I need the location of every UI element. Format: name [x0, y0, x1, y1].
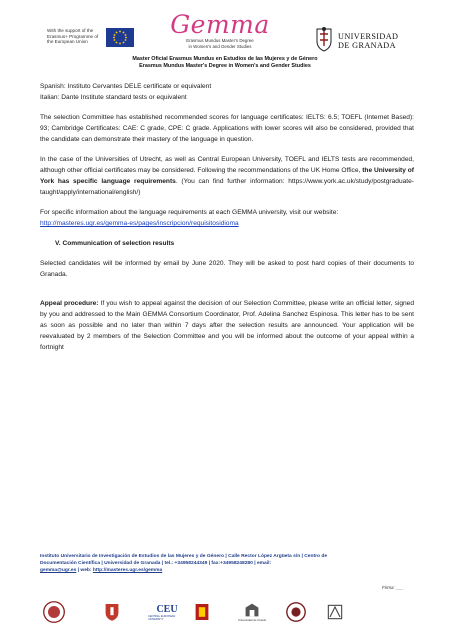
partner-logos [0, 598, 450, 628]
page-header [0, 8, 450, 58]
italian-requirement: Italian: Dante Institute standard tests or equivalent [40, 94, 187, 101]
footer-web-link[interactable]: http://masteres.ugr.es/gemma [92, 568, 163, 573]
eu-support-text: With the support of the Erasmus+ Programme of the European Union [47, 28, 99, 45]
footer-email-link[interactable]: gemma@ugr.es [40, 568, 77, 573]
document-title [0, 56, 450, 69]
gemma-subtitle-1: Erasmus Mundus Master's Degree [186, 38, 254, 43]
gemma-subtitle-2: in Women's and Gender Studies [188, 44, 252, 50]
appeal-procedure-label: Appeal procedure: [40, 300, 99, 307]
university-granada-logo [314, 26, 424, 52]
paragraph-text: . (You can find further information: https://www.york.ac.uk/study/postgraduate-taught/apply/international/english/) [40, 178, 414, 196]
university-name-line1: UNIVERSIDAD [338, 32, 399, 41]
paragraph-text: In the case of the Universities of Utrecht, as well as Central European University, TOEFL and IELTS tests are recommended, although other official certificates may be considered. Following the recommendations of the UK Home Office, [40, 156, 414, 174]
partner-seal-icon [40, 598, 68, 626]
language-requirements-link[interactable]: http://masteres.ugr.es/gemma-es/pages/inscripcion/requisitosidioma [40, 220, 239, 227]
footer-contact [40, 553, 418, 574]
oviedo-label: Universidad de Oviedo [237, 618, 267, 622]
york-requirements-bold: the University of York has specific language requirements [40, 167, 414, 185]
recommended-scores-paragraph: The selection Committee has established recommended scores for language certificates: IELTS: 6.5; TOEFL (Internet Based): 93; Cambridge Certificates: CAE: C grade, CPE: C grade. Applications with lower scores will also be considered, provided that the candidate can demonstrate their mastery of the language in question. [40, 114, 414, 143]
footer-web-label: | web: [76, 568, 93, 573]
oviedo-logo [230, 598, 274, 626]
spanish-requirement: Spanish: Instituto Cervantes DELE certificate or equivalent [40, 83, 212, 90]
gemma-logo [160, 12, 280, 49]
partner-badge-icon [189, 598, 215, 626]
section-heading: V. Communication of selection results [55, 240, 175, 247]
granada-crest-icon [314, 26, 334, 52]
footer-address-line2: Documentación Científica | Universidad de Granada | tel.: +34958244349 | fax:+34958248280 | email: [40, 561, 272, 566]
bologna-seal-icon [283, 598, 309, 626]
document-body [40, 81, 414, 353]
ceu-subtitle: CENTRAL EUROPEAN UNIVERSITY [148, 614, 176, 621]
university-name-line2: DE GRANADA [338, 41, 396, 50]
signature: Firma: ___ [382, 585, 404, 590]
selection-results-paragraph: Selected candidates will be informed by email by June 2020. They will be asked to post hard copies of their documents to Granada. [40, 260, 414, 278]
lodz-logo [320, 598, 350, 626]
paragraph-text: For specific information about the language requirements at each GEMMA university, visit our website: [40, 209, 339, 216]
ceu-logo [148, 598, 186, 626]
paragraph-text: If you wish to appeal against the decision of our Selection Committee, please write an official letter, signed by you and addressed to the Main GEMMA Consortium Coordinator, Prof. Adelina Sanchez Espinosa. This letter has to be sent as soon as possible and no later than within 7 days after the selection results are announced. Your application will be reevaluated by 2 members of the Selection Committee and you will be informed about the outcome of your appeal within a fortnight [40, 300, 415, 351]
footer-address-line1: Instituto Universitario de Investigación de Estudios de las Mujeres y de Género | Calle Rector López Argüeta s/n | Centro de [40, 554, 328, 559]
eu-flag-icon [106, 28, 134, 47]
title-line-english: Erasmus Mundus Master's Degree in Women's and Gender Studies [139, 62, 311, 69]
utrecht-york-paragraph [40, 154, 414, 198]
partner-shield-icon [95, 598, 129, 626]
website-paragraph [40, 207, 414, 229]
gemma-wordmark: Gemma [170, 10, 270, 39]
appeal-procedure-paragraph [40, 298, 414, 353]
title-line-spanish: Master Oficial Erasmus Mundus en Estudios de las Mujeres y de Género [132, 56, 318, 62]
ceu-wordmark: CEU [156, 603, 178, 615]
